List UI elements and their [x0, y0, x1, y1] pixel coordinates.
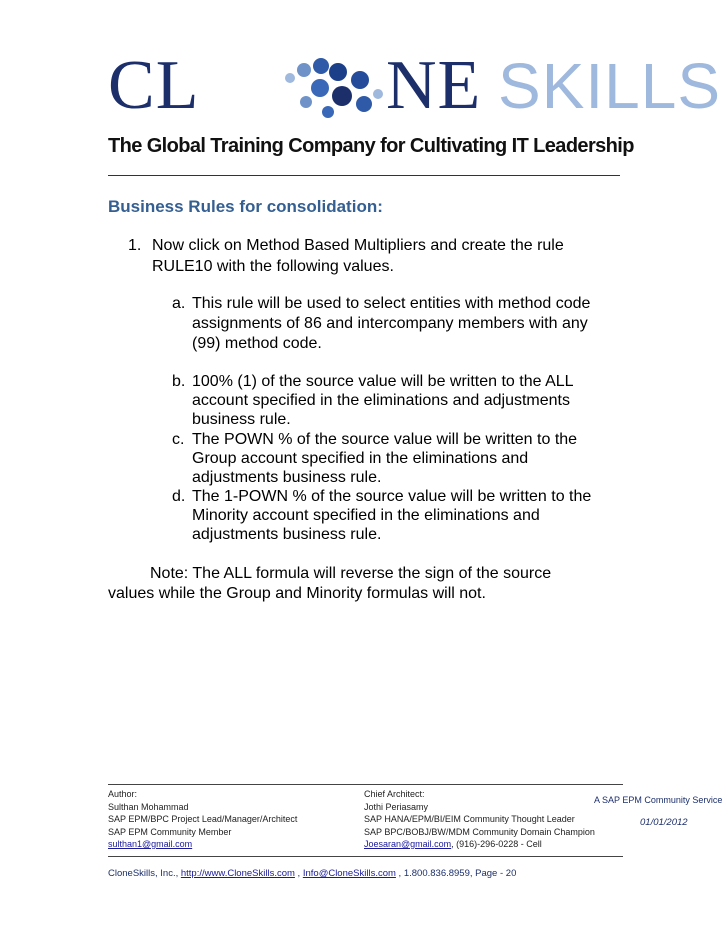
subitem-b-label: b. — [172, 373, 186, 390]
subitem-c-line: Group account specified in the eliminations and — [192, 450, 529, 467]
info-email-link[interactable]: Info@CloneSkills.com — [302, 868, 396, 879]
subitem-c-line: adjustments business rule. — [192, 469, 382, 486]
tagline: The Global Training Company for Cultivating IT Leadership — [108, 135, 634, 157]
subitem-a-line: assignments of 86 and intercompany members with any — [192, 315, 588, 332]
company-name: CloneSkills, Inc., — [108, 868, 181, 879]
logo-text-skills: SKILLS — [498, 50, 722, 122]
architect-label: Chief Architect: — [364, 789, 425, 799]
subitem-a-line: (99) method code. — [192, 335, 322, 352]
subitem-b-line: business rule. — [192, 411, 291, 428]
footer-architect — [364, 788, 595, 851]
author-label: Author: — [108, 789, 138, 799]
logo-dots-icon — [276, 58, 388, 122]
footer-date: 01/01/2012 — [640, 817, 688, 828]
subitem-c-label: c. — [172, 431, 185, 448]
logo-text-ne: NE — [386, 47, 482, 124]
step-line-2: RULE10 with the following values. — [152, 258, 394, 275]
author-role-1: SAP EPM/BPC Project Lead/Manager/Architect — [108, 814, 298, 824]
architect-role-1: SAP HANA/EPM/BI/EIM Community Thought Leader — [364, 814, 575, 824]
subitem-c-line: The POWN % of the source value will be written to the — [192, 431, 578, 448]
phone-page-info: , 1.800.836.8959, Page - 20 — [395, 868, 517, 879]
author-role-2: SAP EPM Community Member — [108, 826, 232, 837]
community-service: A SAP EPM Community Service — [594, 795, 723, 805]
author-email-link[interactable]: sulthan1@gmail.com — [108, 839, 193, 849]
subitem-d-line: adjustments business rule. — [192, 526, 382, 543]
architect-role-2: SAP BPC/BOBJ/BW/MDM Community Domain Champion — [364, 826, 595, 837]
architect-phone: , (916)-296-0228 - Cell — [451, 839, 542, 849]
subitem-a-line: This rule will be used to select entities with method code — [192, 295, 591, 312]
step-number: 1. — [128, 237, 142, 254]
architect-email-link[interactable]: Joesaran@gmail.com — [364, 839, 452, 849]
cloneskills-logo — [108, 44, 722, 124]
header-divider — [108, 175, 620, 176]
section-heading: Business Rules for consolidation: — [108, 197, 383, 216]
architect-name: Jothi Periasamy — [364, 801, 429, 812]
footer-top-divider — [108, 784, 623, 785]
subitem-d-line: Minority account specified in the eliminations and — [192, 507, 540, 524]
company-info-line — [108, 868, 516, 879]
step-line-1: Now click on Method Based Multipliers and create the rule — [152, 237, 564, 254]
footer-author — [108, 788, 297, 851]
note-line-2: values while the Group and Minority formulas will not. — [108, 585, 486, 602]
separator: , — [294, 868, 303, 879]
footer-bottom-divider — [108, 856, 623, 857]
subitem-d-line: The 1-POWN % of the source value will be written to the — [192, 488, 592, 505]
note-line-1: Note: The ALL formula will reverse the sign of the source — [150, 565, 552, 582]
logo-text-cl: CL — [108, 47, 200, 124]
subitem-d-label: d. — [172, 488, 186, 505]
subitem-b-line: 100% (1) of the source value will be written to the ALL — [192, 373, 574, 390]
author-name: Sulthan Mohammad — [108, 801, 189, 812]
website-link[interactable]: http://www.CloneSkills.com — [180, 868, 295, 879]
subitem-b-line: account specified in the eliminations and adjustments — [192, 392, 570, 409]
subitem-a-label: a. — [172, 295, 186, 312]
